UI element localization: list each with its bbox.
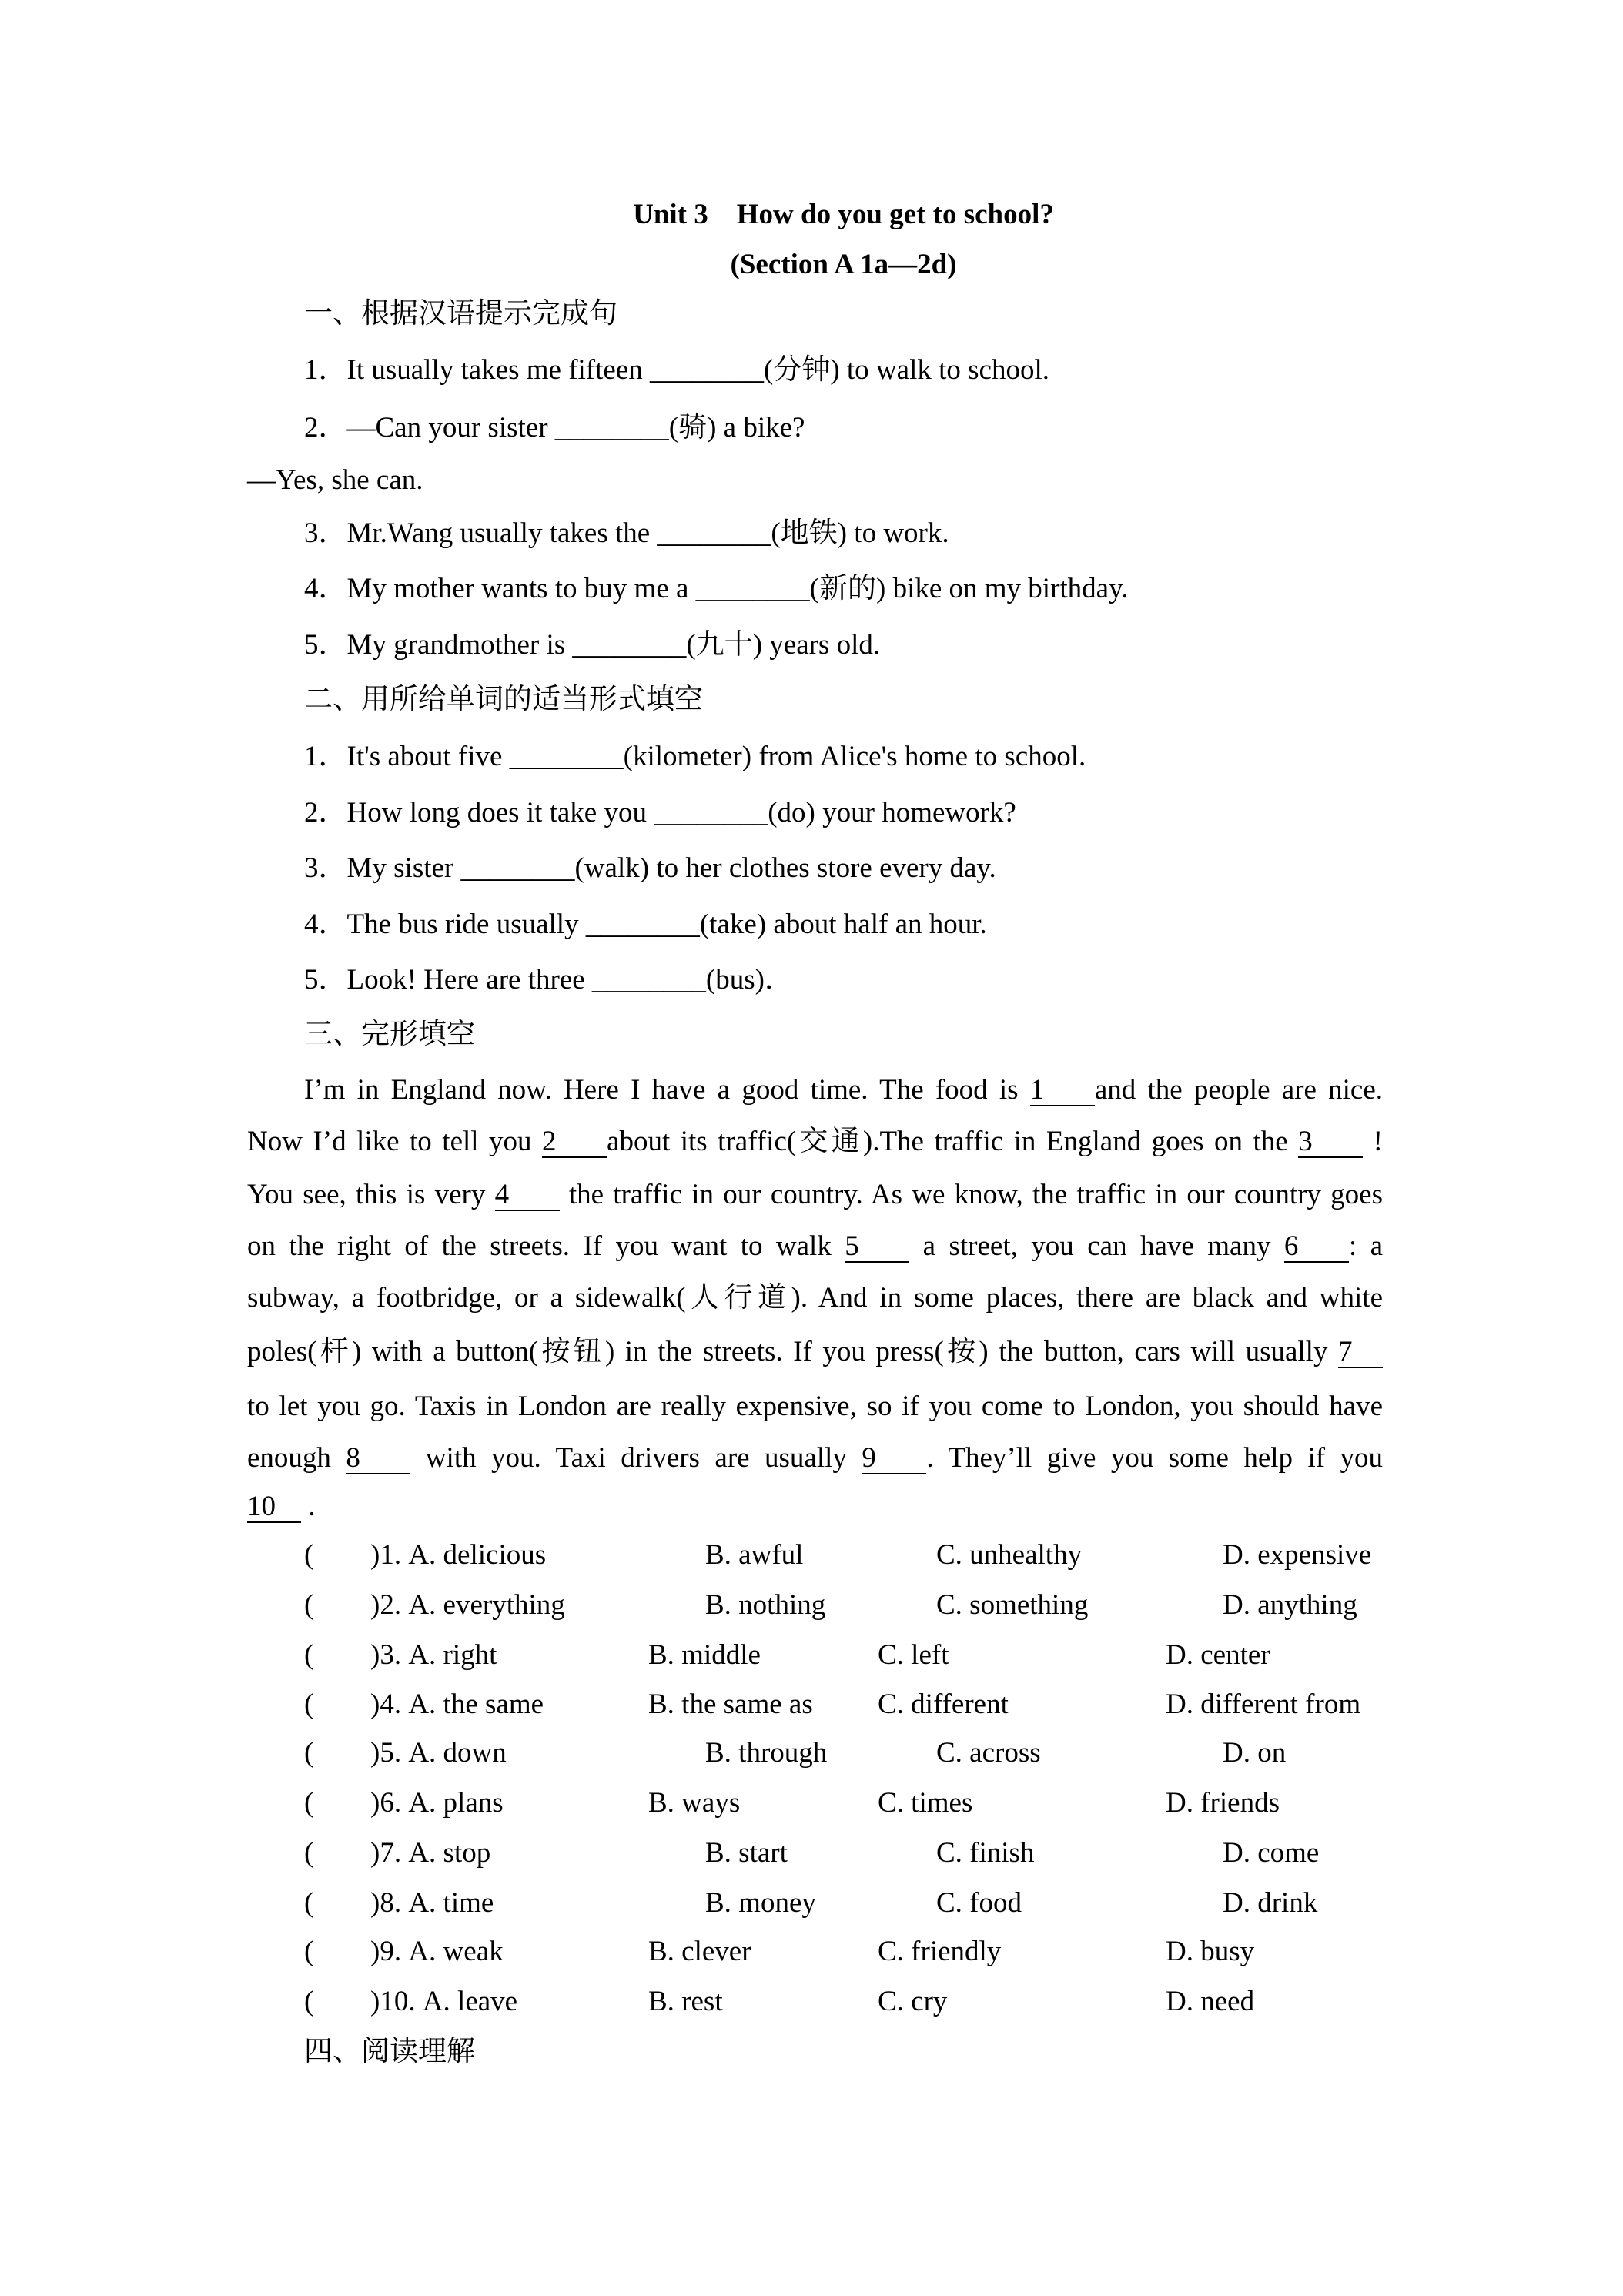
option-number-group <box>370 1538 546 1573</box>
option-number-group <box>370 1836 490 1871</box>
answer-paren-close: ) <box>370 1887 380 1919</box>
passage-line <box>247 1389 1383 1424</box>
option-row <box>0 1735 1623 1771</box>
option-number-group <box>370 1786 504 1821</box>
passage-text: ! <box>1363 1126 1383 1157</box>
option-a: A. right <box>408 1639 497 1671</box>
answer-paren-open: ( <box>304 1787 314 1819</box>
answer-paren-close: ) <box>370 1936 380 1967</box>
option-b: B. nothing <box>705 1589 826 1621</box>
question-number: 6. <box>380 1787 402 1819</box>
option-c: C. finish <box>936 1837 1035 1869</box>
passage-line <box>247 1073 1383 1108</box>
cloze-blank-3: 3 <box>1298 1127 1363 1158</box>
option-c: C. unhealthy <box>936 1539 1083 1571</box>
option-c: C. left <box>878 1639 949 1671</box>
option-row <box>0 1588 1623 1623</box>
option-a: A. stop <box>408 1837 491 1869</box>
cloze-blank-5: 5 <box>845 1232 909 1263</box>
answer-paren-open: ( <box>304 1986 314 2017</box>
option-number-group <box>370 1886 494 1921</box>
option-number-group <box>370 1735 507 1771</box>
passage-text: : a <box>1348 1230 1383 1262</box>
section1-item: 1．It usually takes me fifteen ________(分钟) to walk to school. <box>304 354 1049 386</box>
option-d: D. anything <box>1223 1589 1357 1621</box>
passage-line <box>247 1334 1383 1370</box>
passage-text: . They’ll give you some help if you <box>926 1442 1383 1474</box>
question-number: 5. <box>380 1737 402 1769</box>
option-c: C. food <box>936 1887 1022 1919</box>
option-b: B. through <box>705 1737 828 1769</box>
passage-text: poles(杆) with a button(按钮) in the streets. If you press(按) the button, cars will usually <box>247 1336 1338 1367</box>
question-number: 7. <box>380 1837 402 1869</box>
answer-paren-close: ) <box>370 1689 380 1720</box>
option-d: D. busy <box>1166 1936 1255 1967</box>
passage-text: the traffic in our country. As we know, the traffic in our country goes <box>559 1179 1383 1210</box>
passage-text: subway, a footbridge, or a sidewalk(人行道). And in some places, there are black and white <box>247 1282 1383 1314</box>
passage-text: . <box>301 1491 316 1522</box>
cloze-blank-4: 4 <box>495 1180 560 1211</box>
option-d: D. expensive <box>1223 1539 1372 1571</box>
cloze-blank-8: 8 <box>346 1444 410 1474</box>
section2-item: 1．It's about five ________(kilometer) from Alice's home to school. <box>304 741 1086 772</box>
cloze-blank-1: 1 <box>1030 1076 1095 1106</box>
option-c: C. across <box>936 1737 1041 1769</box>
option-a: A. leave <box>422 1986 518 2017</box>
page-title: Unit 3 How do you get to school? <box>633 199 1054 230</box>
answer-paren-open: ( <box>304 1689 314 1720</box>
option-d: D. friends <box>1166 1787 1280 1819</box>
option-a: A. delicious <box>408 1539 547 1571</box>
option-row <box>0 1836 1623 1871</box>
answer-paren-close: ) <box>370 1787 380 1819</box>
option-b: B. start <box>705 1837 788 1869</box>
passage-text: with you. Taxi drivers are usually <box>410 1442 862 1474</box>
answer-paren-close: ) <box>370 1539 380 1571</box>
section2-item: 5．Look! Here are three ________(bus)． <box>304 964 793 996</box>
section1-item: 4．My mother wants to buy me a ________(新的) bike on my birthday. <box>304 573 1129 604</box>
passage-line <box>247 1280 1383 1316</box>
cloze-blank-9: 9 <box>862 1444 926 1474</box>
option-d: D. drink <box>1223 1887 1318 1919</box>
passage-text: Now I’d like to tell you <box>247 1126 543 1157</box>
passage-line <box>247 1489 1383 1525</box>
option-row <box>0 1984 1623 2020</box>
cloze-blank-6: 6 <box>1284 1232 1349 1263</box>
passage-line <box>247 1229 1383 1264</box>
section-heading: 二、用所给单词的适当形式填空 <box>304 684 703 715</box>
answer-paren-open: ( <box>304 1589 314 1621</box>
section-heading: 四、阅读理解 <box>304 2036 475 2067</box>
option-c: C. friendly <box>878 1936 1002 1967</box>
answer-paren-close: ) <box>370 1737 380 1769</box>
option-d: D. center <box>1166 1639 1270 1671</box>
option-b: B. middle <box>648 1639 761 1671</box>
section2-item: 4．The bus ride usually ________(take) about half an hour. <box>304 909 987 940</box>
answer-paren-open: ( <box>304 1639 314 1671</box>
cloze-blank-2: 2 <box>542 1127 607 1158</box>
answer-paren-close: ) <box>370 1837 380 1869</box>
option-b: B. awful <box>705 1539 804 1571</box>
question-number: 1. <box>380 1539 402 1571</box>
option-a: A. time <box>408 1887 494 1919</box>
section2-item: 3．My sister ________(walk) to her clothes store every day. <box>304 852 996 884</box>
option-d: D. different from <box>1166 1689 1361 1720</box>
question-number: 8. <box>380 1887 402 1919</box>
answer-paren-open: ( <box>304 1887 314 1919</box>
option-row <box>0 1934 1623 1970</box>
passage-text: a street, you can have many <box>909 1230 1284 1262</box>
page-subtitle: (Section A 1a—2d) <box>730 249 957 280</box>
passage-line <box>247 1177 1383 1213</box>
option-row <box>0 1786 1623 1821</box>
question-number: 3. <box>380 1639 402 1671</box>
section-heading: 一、根据汉语提示完成句 <box>304 298 617 330</box>
question-number: 10. <box>380 1986 416 2017</box>
option-number-group <box>370 1984 517 2020</box>
passage-line <box>247 1441 1383 1476</box>
passage-text: I’m in England now. Here I have a good time. The food is <box>304 1074 1030 1106</box>
passage-text: to let you go. Taxis in London are really expensive, so if you come to London, you should have <box>247 1391 1383 1422</box>
answer-paren-close: ) <box>370 1589 380 1621</box>
option-a: A. everything <box>408 1589 565 1621</box>
option-c: C. cry <box>878 1986 948 2017</box>
answer-paren-open: ( <box>304 1837 314 1869</box>
section2-item: 2．How long does it take you ________(do) your homework? <box>304 797 1016 828</box>
cloze-blank-10: 10 <box>247 1492 301 1523</box>
option-b: B. rest <box>648 1986 723 2017</box>
section1-item: 3．Mr.Wang usually takes the ________(地铁) to work. <box>304 517 949 549</box>
option-number-group <box>370 1934 504 1970</box>
passage-line <box>247 1124 1383 1160</box>
option-c: C. times <box>878 1787 973 1819</box>
section1-item: 5．My grandmother is ________(九十) years old. <box>304 629 881 661</box>
answer-paren-open: ( <box>304 1936 314 1967</box>
passage-text: and the people are nice. <box>1094 1074 1383 1106</box>
option-a: A. plans <box>408 1787 504 1819</box>
option-number-group <box>370 1638 497 1673</box>
option-number-group <box>370 1687 544 1722</box>
answer-paren-open: ( <box>304 1737 314 1769</box>
option-b: B. money <box>705 1887 816 1919</box>
answer-paren-close: ) <box>370 1639 380 1671</box>
option-c: C. different <box>878 1689 1009 1720</box>
option-d: D. need <box>1166 1986 1255 2017</box>
option-b: B. clever <box>648 1936 751 1967</box>
option-d: D. come <box>1223 1837 1320 1869</box>
option-b: B. ways <box>648 1787 741 1819</box>
passage-text: You see, this is very <box>247 1179 495 1210</box>
option-number-group <box>370 1588 565 1623</box>
option-row <box>0 1687 1623 1722</box>
option-row <box>0 1638 1623 1673</box>
section-heading: 三、完形填空 <box>304 1019 475 1050</box>
question-number: 4. <box>380 1689 402 1720</box>
section1-item: 2．—Can your sister ________(骑) a bike? <box>304 412 805 443</box>
answer-paren-open: ( <box>304 1539 314 1571</box>
answer-paren-close: ) <box>370 1986 380 2017</box>
section1-item-answer: —Yes, she can. <box>247 464 423 496</box>
option-row <box>0 1538 1623 1573</box>
option-a: A. down <box>408 1737 507 1769</box>
option-a: A. the same <box>408 1689 544 1720</box>
option-a: A. weak <box>408 1936 504 1967</box>
passage-text: enough <box>247 1442 346 1474</box>
question-number: 2. <box>380 1589 402 1621</box>
option-row <box>0 1886 1623 1921</box>
option-d: D. on <box>1223 1737 1287 1769</box>
passage-text: about its traffic(交通).The traffic in England goes on the <box>607 1126 1299 1157</box>
option-c: C. something <box>936 1589 1089 1621</box>
cloze-blank-7: 7 <box>1338 1337 1383 1368</box>
option-b: B. the same as <box>648 1689 813 1720</box>
passage-text: on the right of the streets. If you want to walk <box>247 1230 845 1262</box>
question-number: 9. <box>380 1936 402 1967</box>
